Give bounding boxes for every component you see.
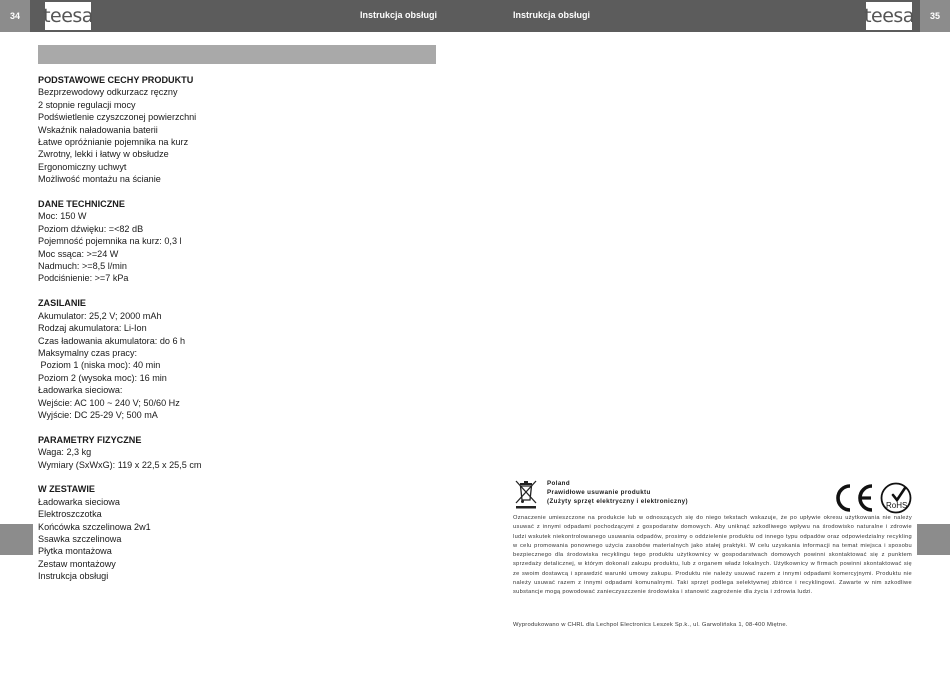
spec-item: Wskaźnik naładowania baterii [38,124,158,135]
disposal-heading-line2: (Zużyty sprzęt elektryczny i elektroniczny) [547,498,688,505]
spec-section [38,297,438,421]
right-page-header [475,0,950,32]
section-title: ZASILANIE [38,298,86,309]
left-side-tab [0,524,33,555]
spec-item: Wyjście: DC 25-29 V; 500 mA [38,409,158,420]
spec-item: Zwrotny, lekki i łatwy w obsłudze [38,149,169,160]
spec-item: Podświetlenie czyszczonej powierzchni [38,112,197,123]
spec-item: Poziom dźwięku: =<82 dB [38,223,144,234]
spec-item: Elektroszczotka [38,509,102,520]
right-header-title: Instrukcja obsługi [513,10,591,20]
left-page-header [0,0,475,32]
spec-item: Maksymalny czas pracy: [38,347,138,358]
spec-item: Waga: 2,3 kg [38,447,92,458]
product-specifications [38,74,438,595]
spec-item: Płytka montażowa [38,546,112,557]
section-title: W ZESTAWIE [38,484,95,495]
spec-item: Zestaw montażowy [38,558,116,569]
crossed-bin-icon [513,479,539,509]
spec-item: Łatwe opróżnianie pojemnika na kurz [38,137,189,148]
spec-item: 2 stopnie regulacji mocy [38,99,136,110]
left-page-number: 34 [0,0,30,32]
spec-item: Ładowarka sieciowa [38,496,120,507]
rohs-label: RoHS [886,501,908,510]
spec-item: Nadmuch: >=8,5 l/min [38,261,127,272]
spec-item: Czas ładowania akumulatora: do 6 h [38,335,186,346]
rohs-mark-icon [880,482,912,514]
spec-item: Moc: 150 W [38,211,87,222]
manufacturer-info: Wyprodukowano w CHRL dla Lechpol Electronics Leszek Sp.k., ul. Garwolińska 1, 08-400 Miętne. [513,622,788,628]
spec-item: Rodzaj akumulatora: Li-Ion [38,323,147,334]
disposal-body-text: Oznaczenie umieszczone na produkcie lub w odnoszących się do niego tekstach wskazuje, że po upływie okresu użytkowania nie należy usuwać z innymi odpadami pochodzącymi z gospodarstw domowych. Aby uniknąć szkodliwego wpływu na środowisko naturalne i zdrowie ludzi wskutek niekontrolowanego usuwania odpadów, prosimy o oddzielenie produktu od innego typu odpadów oraz odpowiedzialny recykling w celu promowania ponownego użycia zasobów materialnych jako stałej praktyki. W celu uzyskania informacji na temat miejsca i sposobu bezpiecznego dla środowiska recyklingu tego produktu użytkownicy w gospodarstwach domowych powinni skontaktować się z punktem sprzedaży detalicznej, w którym dokonali zakupu produktu, lub z organem władz lokalnych. Użytkownicy w firmach powinni skontaktować się ze swoim dostawcą i sprawdzić warunki umowy zakupu. Produktu nie należy usuwać razem z innymi odpadami komercyjnymi. Produktu nie należy usuwać razem z innymi odpadami komunalnymi. Taki sprzęt podlega selektywnej zbiórce i recyklingowi. Zawarte w nim szkodliwe substancje mogą powodować zanieczyszczenie środowiska i stanowić zagrożenie dla życia i zdrowia ludzi. [513,515,912,596]
spec-item: Wymiary (SxWxG): 119 x 22,5 x 25,5 cm [38,459,202,470]
spec-item: Moc ssąca: >=24 W [38,248,119,259]
country-label: Poland [547,480,571,487]
spec-item: Instrukcja obsługi [38,571,109,582]
spec-item: Końcówka szczelinowa 2w1 [38,521,151,532]
spec-item: Akumulator: 25,2 V; 2000 mAh [38,310,162,321]
spec-item: Pojemność pojemnika na kurz: 0,3 l [38,236,182,247]
spec-item: Ergonomiczny uchwyt [38,161,127,172]
right-side-tab [917,524,950,555]
spec-item: Poziom 1 (niska moc): 40 min [38,360,161,371]
teesa-logo-right: teesa [866,2,912,30]
section-header-bar [38,45,436,64]
spec-item: Podciśnienie: >=7 kPa [38,273,129,284]
disposal-heading-line1: Prawidłowe usuwanie produktu [547,489,651,496]
spec-item: Ładowarka sieciowa: [38,385,123,396]
spec-section [38,198,438,285]
spec-section [38,483,438,582]
section-title: PARAMETRY FIZYCZNE [38,434,142,445]
left-header-title: Instrukcja obsługi [359,10,437,20]
spec-item: Możliwość montażu na ścianie [38,174,161,185]
spec-item: Poziom 2 (wysoka moc): 16 min [38,372,167,383]
teesa-logo-left: teesa [45,2,91,30]
spec-item: Ssawka szczelinowa [38,533,122,544]
spec-item: Bezprzewodowy odkurzacz ręczny [38,87,178,98]
right-page-number: 35 [920,0,950,32]
disposal-heading [547,479,688,506]
ce-mark-icon [830,482,878,514]
spec-section [38,434,438,471]
section-title: DANE TECHNICZNE [38,199,125,210]
spec-section [38,74,438,186]
spec-item: Wejście: AC 100 ~ 240 V; 50/60 Hz [38,397,180,408]
section-title: PODSTAWOWE CECHY PRODUKTU [38,75,194,85]
